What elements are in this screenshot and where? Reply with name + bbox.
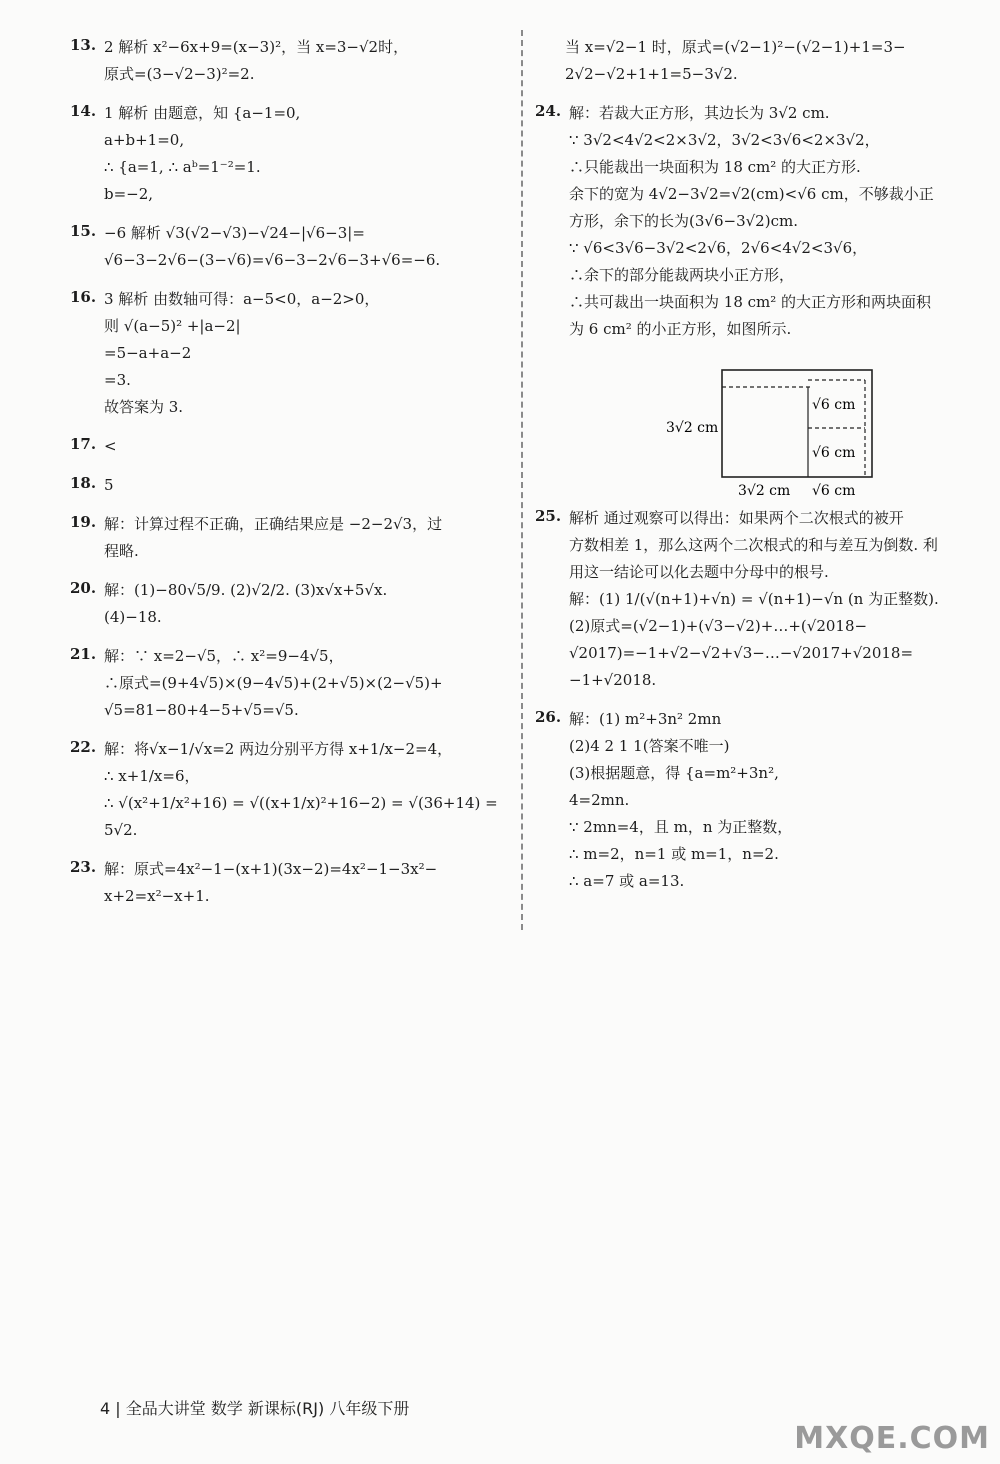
answer-line: 3 解析 由数轴可得：a−5<0，a−2>0，	[104, 290, 380, 308]
page-footer: 4 | 全品大讲堂 数学 新课标(RJ) 八年级下册	[100, 1399, 410, 1418]
item-number: 25.	[535, 507, 562, 525]
answer-line: 2√2−√2+1+1=5−3√2.	[565, 65, 738, 83]
fig-inner-label-2: √6 cm	[812, 445, 856, 461]
answer-line: ∴只能裁出一块面积为 18 cm² 的大正方形.	[569, 158, 861, 176]
answer-line: (3)根据题意，得 {a=m²+3n²,	[569, 764, 779, 782]
answer-line: 4=2mn.	[569, 791, 630, 809]
answer-line: ∵ 2mn=4，且 m，n 为正整数，	[569, 818, 793, 836]
item-number: 19.	[70, 513, 97, 531]
answer-line: 2 解析 x²−6x+9=(x−3)²，当 x=3−√2时，	[104, 38, 409, 56]
answer-line: 方形，余下的长为(3√6−3√2)cm.	[569, 212, 798, 230]
answer-line: <	[104, 437, 117, 455]
item-number: 21.	[70, 645, 97, 663]
item-number: 20.	[70, 579, 97, 597]
answer-line: ∴原式=(9+4√5)×(9−4√5)+(2+√5)×(2−√5)+	[104, 674, 443, 692]
answer-line: (4)−18.	[104, 608, 162, 626]
answer-line: 解：(1) 1/(√(n+1)+√n) = √(n+1)−√n (n 为正整数).	[569, 590, 939, 608]
answer-line: b=−2,	[104, 185, 154, 203]
answer-line: ∴ m=2，n=1 或 m=1，n=2.	[569, 845, 779, 863]
answer-line: ∴ √(x²+1/x²+16) = √((x+1/x)²+16−2) = √(36+14) =	[104, 794, 498, 812]
answer-line: 解：计算过程不正确，正确结果应是 −2−2√3，过	[104, 515, 443, 533]
answer-line: 方数相差 1，那么这两个二次根式的和与差互为倒数. 利	[569, 536, 938, 554]
answer-line: 5√2.	[104, 821, 138, 839]
fig-bottom-label-2: √6 cm	[812, 483, 856, 499]
item-number: 18.	[70, 474, 97, 492]
answer-line: 解：(1)−80√5/9. (2)√2/2. (3)x√x+5√x.	[104, 581, 388, 599]
answer-line: =3.	[104, 371, 131, 389]
answer-line: a+b+1=0,	[104, 131, 185, 149]
answer-line: 用这一结论可以化去题中分母中的根号.	[569, 563, 829, 581]
answer-line: 当 x=√2−1 时，原式=(√2−1)²−(√2−1)+1=3−	[565, 38, 906, 56]
answer-line: 解：∵ x=2−√5，∴ x²=9−4√5，	[104, 647, 344, 665]
item-number: 26.	[535, 708, 562, 726]
answer-line: 解：原式=4x²−1−(x+1)(3x−2)=4x²−1−3x²−	[104, 860, 438, 878]
item-number: 22.	[70, 738, 97, 756]
fig-inner-label-1: √6 cm	[812, 397, 856, 413]
answer-line: ∴ x+1/x=6，	[104, 767, 200, 785]
answer-line: 解：(1) m²+3n² 2mn	[569, 710, 722, 728]
answer-line: √6−3−2√6−(3−√6)=√6−3−2√6−3+√6=−6.	[104, 251, 441, 269]
fig-bottom-label-1: 3√2 cm	[738, 483, 791, 499]
answer-line: (2)4 2 1 1(答案不唯一)	[569, 737, 730, 755]
answer-line: 1 解析 由题意，知 {a−1=0,	[104, 104, 301, 122]
answer-line: 程略.	[104, 542, 139, 560]
answer-line: =5−a+a−2	[104, 344, 192, 362]
answer-line: √5=81−80+4−5+√5=√5.	[104, 701, 299, 719]
answer-line: 故答案为 3.	[104, 398, 184, 416]
answer-line: 原式=(3−√2−3)²=2.	[104, 65, 255, 83]
answer-line: √2017)=−1+√2−√2+√3−…−√2017+√2018=	[569, 644, 914, 662]
item-number: 24.	[535, 102, 562, 120]
answer-line: −1+√2018.	[569, 671, 657, 689]
answer-line: ∵ √6<3√6−3√2<2√6，2√6<4√2<3√6，	[569, 239, 868, 257]
answer-line: 则 √(a−5)² +|a−2|	[104, 317, 241, 335]
answer-line: ∴ a=7 或 a=13.	[569, 872, 685, 890]
fig-left-label: 3√2 cm	[666, 420, 719, 436]
answer-line: 余下的宽为 4√2−3√2=√2(cm)<√6 cm，不够裁小正	[569, 185, 934, 203]
item-number: 17.	[70, 435, 97, 453]
answer-line: ∵ 3√2<4√2<2×3√2，3√2<3√6<2×3√2，	[569, 131, 880, 149]
item-number: 15.	[70, 222, 97, 240]
answer-line: ∴余下的部分能裁两块小正方形，	[569, 266, 795, 284]
answer-line: x+2=x²−x+1.	[104, 887, 210, 905]
answer-line: (2)原式=(√2−1)+(√3−√2)+…+(√2018−	[569, 617, 868, 635]
answer-line: −6 解析 √3(√2−√3)−√24−|√6−3|=	[104, 224, 365, 242]
answer-line: 5	[104, 476, 114, 494]
answer-line: 解析 通过观察可以得出：如果两个二次根式的被开	[569, 509, 904, 527]
item-number: 13.	[70, 36, 97, 54]
answer-line: ∴ {a=1, ∴ aᵇ=1⁻²=1.	[104, 158, 261, 176]
answer-line: 解：将√x−1/√x=2 两边分别平方得 x+1/x−2=4，	[104, 740, 453, 758]
answer-line: ∴共可裁出一块面积为 18 cm² 的大正方形和两块面积	[569, 293, 932, 311]
squares-figure	[660, 365, 890, 505]
answer-line: 解：若裁大正方形，其边长为 3√2 cm.	[569, 104, 830, 122]
item-number: 23.	[70, 858, 97, 876]
item-number: 14.	[70, 102, 97, 120]
watermark-logo: MXQE.COM	[794, 1421, 990, 1456]
answer-line: 为 6 cm² 的小正方形，如图所示.	[569, 320, 792, 338]
column-divider	[521, 30, 523, 930]
item-number: 16.	[70, 288, 97, 306]
